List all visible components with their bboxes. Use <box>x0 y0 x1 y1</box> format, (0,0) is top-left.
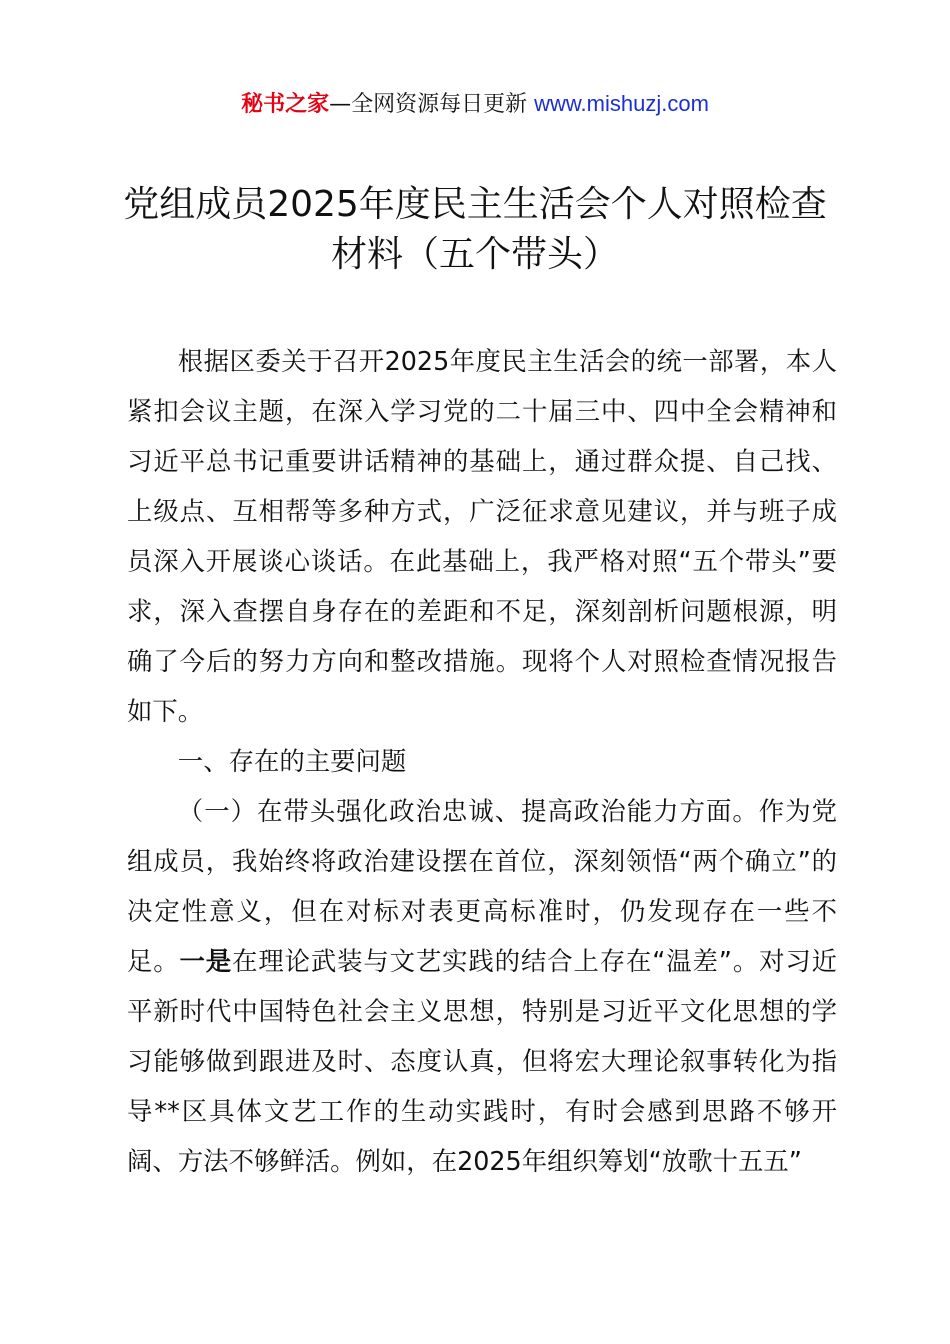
section-heading: 一、存在的主要问题 <box>177 746 407 776</box>
point-label: 一是 <box>179 946 233 976</box>
intro-paragraph: 根据区委关于召开2025年度民主生活会的统一部署，本人紧扣会议主题，在深入学习党的二十届三中、四中全会精神和习近平总书记重要讲话精神的基础上，通过群众提、自己找、上级点、互相帮等多种方式，广泛征求意见建议，并与班子成员深入开展谈心谈话。在此基础上，我严格对照“五个带头”要求，深入查摆自身存在的差距和不足，深刻剖析问题根源，明确了今后的努力方向和整改措施。现将个人对照检查情况报告如下。 <box>127 346 837 726</box>
site-header <box>0 88 950 121</box>
point-text: 在理论武装与文艺实践的结合上存在“温差”。对习近平新时代中国特色社会主义思想，特别是习近平文化思想的学习能够做到跟进及时、态度认真，但将宏大理论叙事转化为指导**区具体文艺工作的生动实践时，有时会感到思路不够开阔、方法不够鲜活。例如，在2025年组织筹划“放歌十五五” <box>127 946 838 1176</box>
header-tagline: —全网资源每日更新 <box>329 92 535 117</box>
site-url[interactable]: www.mishuzj.com <box>534 91 709 116</box>
title-line-1: 党组成员2025年度民主生活会个人对照检查 <box>123 184 827 225</box>
document-body <box>127 336 837 1186</box>
title-line-2: 材料（五个带头） <box>330 234 619 275</box>
brand-name: 秘书之家 <box>241 92 330 117</box>
document-title <box>60 180 890 280</box>
item-1-paragraph <box>127 786 837 1186</box>
item-1-text: （一）在带头强化政治忠诚、提高政治能力方面。作为党组成员，我始终将政治建设摆在首位，深刻领悟“两个确立”的决定性意义，但在对标对表更高标准时，仍发现存在一些不足。 <box>127 796 837 976</box>
